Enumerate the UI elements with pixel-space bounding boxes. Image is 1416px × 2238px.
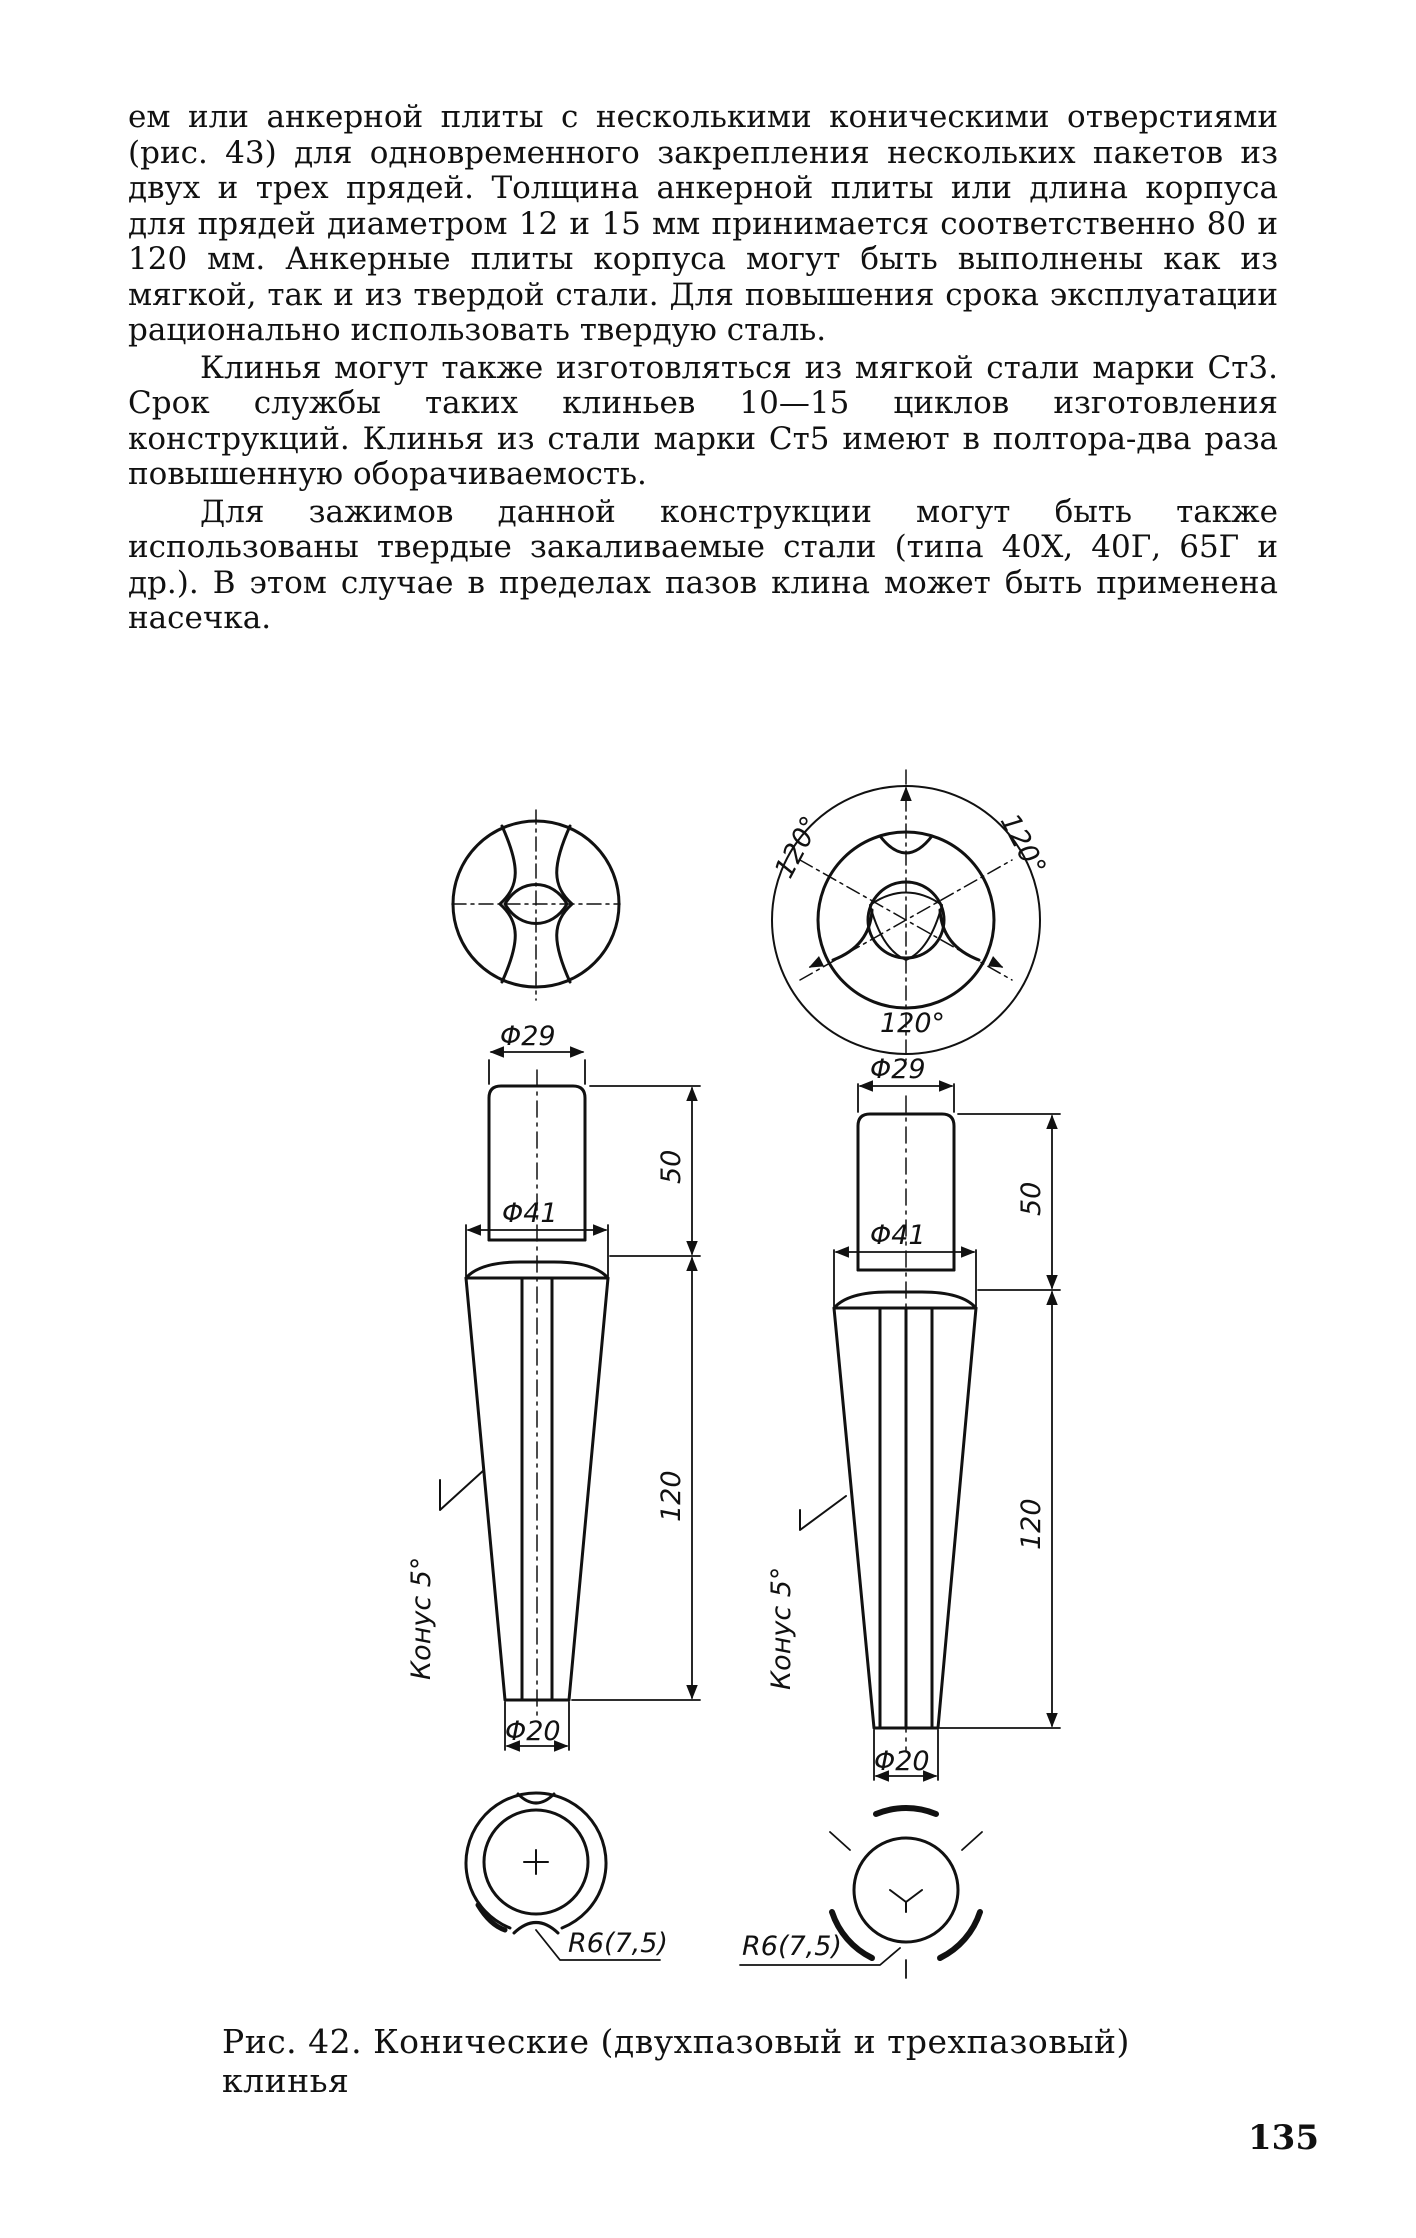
left-cone-label: Конус 5°	[406, 1556, 437, 1680]
left-length-cone-label: 120	[656, 1470, 687, 1522]
left-mid-diameter-label: Φ41	[502, 1198, 558, 1229]
left-length-top-label: 50	[656, 1149, 687, 1184]
left-radius-label: R6(7,5)	[568, 1928, 668, 1959]
paragraph-3: Для зажимов данной конструкции могут быть также использованы твердые закаливаемые стали (типа 40Х, 40Г, 65Г и др.). В этом случае в пределах пазов клина может быть применена насечка.	[128, 493, 1278, 636]
left-bottom-diameter-label: Φ20	[505, 1716, 561, 1747]
right-angle-right-label: 120°	[993, 808, 1052, 881]
right-angle-left-label: 120°	[768, 811, 827, 884]
right-bottom-diameter-label: Φ20	[874, 1746, 930, 1777]
left-top-diameter-label: Φ29	[500, 1021, 556, 1052]
right-top-diameter-label: Φ29	[870, 1054, 926, 1085]
page-number: 135	[1248, 2118, 1319, 2158]
figure-42-wedges	[0, 760, 1416, 2000]
right-length-cone-label: 120	[1016, 1498, 1047, 1550]
paragraph-2: Клинья могут также изготовляться из мягкой стали марки Ст3. Срок службы таких клиньев 10—15 циклов изготовления конструкций. Клинья из стали марки Ст5 имеют в полтора-два раза повышенную оборачиваемость.	[128, 349, 1278, 492]
figure-caption: Рис. 42. Конические (двухпазовый и трехпазовый) клинья	[222, 2022, 1130, 2100]
paragraph-1: ем или анкерной плиты с несколькими коническими отверстиями (рис. 43) для одновременного закрепления нескольких пакетов из двух и трех прядей. Толщина анкерной плиты или длина корпуса для прядей диаметром 12 и 15 мм принимается соответственно 80 и 120 мм. Анкерные плиты корпуса могут быть выполнены как из мягкой, так и из твердой стали. Для повышения срока эксплуатации рационально использовать твердую сталь.	[128, 99, 1278, 348]
right-mid-diameter-label: Φ41	[870, 1220, 926, 1251]
right-cone-label: Конус 5°	[766, 1566, 797, 1690]
right-length-top-label: 50	[1016, 1181, 1047, 1216]
right-radius-label: R6(7,5)	[742, 1931, 842, 1962]
body-text	[128, 100, 1278, 637]
left-top-end-view	[452, 810, 620, 1000]
right-angle-bottom-label: 120°	[880, 1008, 946, 1039]
